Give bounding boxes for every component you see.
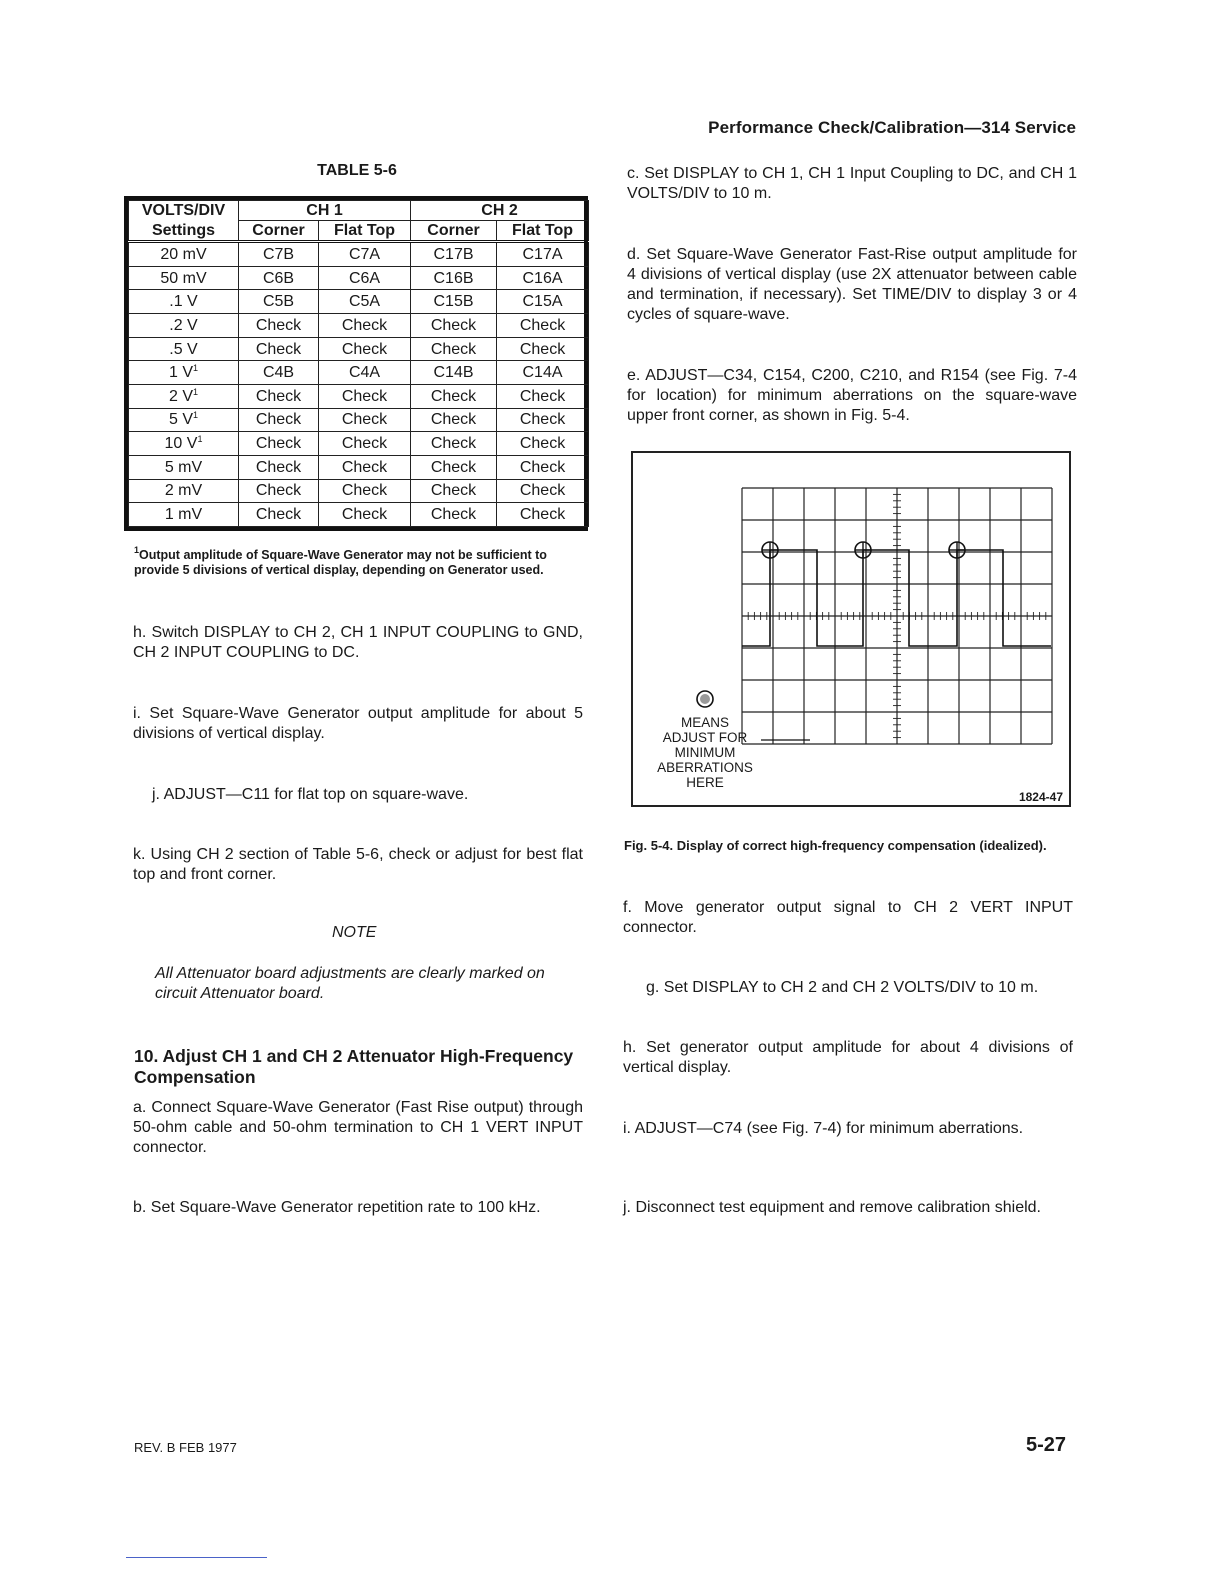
header-ch2-flat-top: Flat Top bbox=[497, 221, 589, 242]
ch2-flat-top-cell-text: Check bbox=[519, 482, 566, 500]
ch2-corner-cell bbox=[411, 290, 497, 314]
ch1-corner-cell bbox=[239, 503, 319, 527]
step-k-left: k. Using CH 2 section of Table 5-6, check or adjust for best flat top and front corner. bbox=[133, 846, 583, 883]
setting-cell bbox=[129, 314, 239, 338]
ch1-flat-top-cell bbox=[319, 361, 411, 385]
table-row bbox=[129, 385, 589, 409]
ch2-corner-cell-text: Check bbox=[430, 458, 477, 476]
setting-cell-text: .5 V bbox=[169, 340, 198, 358]
ch2-corner-cell bbox=[411, 479, 497, 503]
header-ch1-corner: Corner bbox=[239, 221, 319, 242]
table-row bbox=[129, 242, 589, 267]
running-header: Performance Check/Calibration—314 Service bbox=[708, 118, 1076, 137]
ch2-flat-top-cell bbox=[497, 242, 589, 267]
ch1-flat-top-cell-text: Check bbox=[341, 316, 388, 334]
table-row bbox=[129, 266, 589, 290]
ch2-flat-top-cell bbox=[497, 290, 589, 314]
ch1-corner-cell bbox=[239, 242, 319, 267]
setting-cell-text: 5 V bbox=[168, 411, 193, 429]
ch2-corner-cell-text: C16B bbox=[433, 269, 474, 287]
ch1-flat-top-cell-text: Check bbox=[341, 458, 388, 476]
ch2-corner-cell-text: C15B bbox=[433, 293, 474, 311]
setting-cell-text: 2 mV bbox=[164, 482, 203, 500]
setting-cell bbox=[129, 455, 239, 479]
step-h-left: h. Switch DISPLAY to CH 2, CH 1 INPUT COUPLING to GND, CH 2 INPUT COUPLING to DC. bbox=[133, 624, 583, 661]
ch1-corner-cell-text: Check bbox=[255, 435, 302, 453]
setting-cell bbox=[129, 503, 239, 527]
table-row bbox=[129, 361, 589, 385]
ch1-corner-cell-text: C7B bbox=[262, 245, 295, 263]
ch2-corner-cell bbox=[411, 455, 497, 479]
legend-line-1: MEANS bbox=[680, 715, 730, 730]
legend-line-5: HERE bbox=[686, 775, 724, 790]
ch1-flat-top-cell bbox=[319, 266, 411, 290]
setting-cell-text: 10 V bbox=[164, 435, 198, 453]
ch2-flat-top-cell bbox=[497, 314, 589, 338]
table-row bbox=[129, 432, 589, 456]
ch1-flat-top-cell bbox=[319, 503, 411, 527]
ch2-flat-top-cell bbox=[497, 266, 589, 290]
table-footnote bbox=[134, 545, 586, 578]
settings-table-grid bbox=[128, 200, 589, 527]
table-row bbox=[129, 455, 589, 479]
oscilloscope-display bbox=[633, 453, 1069, 805]
aberration-marker-2 bbox=[855, 542, 871, 558]
setting-cell-text: 5 mV bbox=[164, 458, 203, 476]
table-header-row bbox=[129, 201, 589, 221]
ch2-corner-cell bbox=[411, 385, 497, 409]
setting-cell-text: 2 V bbox=[168, 387, 193, 405]
footnote-mark: 1 bbox=[134, 545, 140, 555]
ch2-flat-top-cell bbox=[497, 337, 589, 361]
ch1-flat-top-cell bbox=[319, 455, 411, 479]
ch1-corner-cell-text: Check bbox=[255, 340, 302, 358]
setting-cell bbox=[129, 385, 239, 409]
ch2-flat-top-cell bbox=[497, 385, 589, 409]
aberration-marker-1 bbox=[762, 542, 778, 558]
ch1-flat-top-cell bbox=[319, 314, 411, 338]
step-a: a. Connect Square-Wave Generator (Fast Rise output) through 50-ohm cable and 50-ohm termination to CH 1 VERT INPUT connector. bbox=[133, 1099, 583, 1156]
ch1-corner-cell-text: C5B bbox=[262, 293, 295, 311]
ch2-flat-top-cell-text: Check bbox=[519, 340, 566, 358]
ch1-corner-cell bbox=[239, 408, 319, 432]
bottom-rule bbox=[126, 1557, 267, 1558]
header-ch2: CH 2 bbox=[411, 201, 589, 221]
ch1-corner-cell bbox=[239, 455, 319, 479]
ch2-corner-cell-text: Check bbox=[430, 316, 477, 334]
ch1-flat-top-cell-text: C7A bbox=[348, 245, 381, 263]
table-title: TABLE 5-6 bbox=[317, 162, 397, 179]
ch2-flat-top-cell bbox=[497, 432, 589, 456]
page-number: 5-27 bbox=[1025, 1434, 1066, 1456]
note-title: NOTE bbox=[332, 924, 377, 941]
ch1-flat-top-cell bbox=[319, 242, 411, 267]
table-row bbox=[129, 408, 589, 432]
ch2-corner-cell-text: Check bbox=[430, 482, 477, 500]
ch2-corner-cell bbox=[411, 432, 497, 456]
table-body bbox=[129, 242, 589, 527]
ch2-corner-cell-text: Check bbox=[430, 435, 477, 453]
ch2-flat-top-cell-text: Check bbox=[519, 435, 566, 453]
ch2-corner-cell-text: Check bbox=[430, 411, 477, 429]
footnote-ref: 1 bbox=[193, 410, 199, 421]
footnote-ref: 1 bbox=[193, 386, 199, 397]
ch2-flat-top-cell-text: C14A bbox=[522, 364, 563, 382]
step-c: c. Set DISPLAY to CH 1, CH 1 Input Coupling to DC, and CH 1 VOLTS/DIV to 10 m. bbox=[627, 165, 1077, 202]
legend-line-4: ABERRATIONS bbox=[657, 760, 753, 775]
ch1-flat-top-cell bbox=[319, 385, 411, 409]
setting-cell-text: 20 mV bbox=[160, 245, 207, 263]
ch2-corner-cell bbox=[411, 361, 497, 385]
ch2-corner-cell bbox=[411, 408, 497, 432]
step-j-left: j. ADJUST—C11 for flat top on square-wave. bbox=[152, 786, 469, 803]
note-body: All Attenuator board adjustments are clearly marked on circuit Attenuator board. bbox=[155, 965, 545, 1002]
ch2-flat-top-cell-text: C15A bbox=[522, 293, 563, 311]
setting-cell bbox=[129, 337, 239, 361]
ch1-flat-top-cell bbox=[319, 337, 411, 361]
table-row bbox=[129, 479, 589, 503]
setting-cell bbox=[129, 242, 239, 267]
ch2-flat-top-cell-text: Check bbox=[519, 506, 566, 524]
ch2-flat-top-cell bbox=[497, 479, 589, 503]
table-row bbox=[129, 290, 589, 314]
setting-cell bbox=[129, 266, 239, 290]
ch1-corner-cell-text: Check bbox=[255, 387, 302, 405]
ch2-corner-cell-text: Check bbox=[430, 387, 477, 405]
table-row bbox=[129, 503, 589, 527]
table-row bbox=[129, 314, 589, 338]
setting-cell bbox=[129, 361, 239, 385]
ch2-corner-cell bbox=[411, 266, 497, 290]
ch2-flat-top-cell-text: C16A bbox=[522, 269, 563, 287]
setting-cell bbox=[129, 290, 239, 314]
ch2-corner-cell bbox=[411, 242, 497, 267]
figure-caption: Fig. 5-4. Display of correct high-frequency compensation (idealized). bbox=[624, 838, 1047, 853]
legend-marker-icon bbox=[697, 691, 713, 707]
ch1-flat-top-cell-text: Check bbox=[341, 435, 388, 453]
ch2-flat-top-cell-text: C17A bbox=[522, 245, 563, 263]
ch1-flat-top-cell bbox=[319, 432, 411, 456]
ch2-flat-top-cell bbox=[497, 503, 589, 527]
ch1-corner-cell-text: Check bbox=[255, 458, 302, 476]
ch1-corner-cell-text: Check bbox=[255, 482, 302, 500]
header-settings: Settings bbox=[129, 221, 239, 242]
setting-cell bbox=[129, 479, 239, 503]
step-g: g. Set DISPLAY to CH 2 and CH 2 VOLTS/DIV to 10 m. bbox=[646, 979, 1039, 996]
ch2-flat-top-cell-text: Check bbox=[519, 411, 566, 429]
step-e: e. ADJUST—C34, C154, C200, C210, and R154 (see Fig. 7-4 for location) for minimum aberrations on the square-wave upper front corner, as shown in Fig. 5-4. bbox=[627, 367, 1077, 424]
step-j-right: j. Disconnect test equipment and remove calibration shield. bbox=[623, 1199, 1041, 1216]
ch2-flat-top-cell bbox=[497, 455, 589, 479]
ch1-corner-cell-text: Check bbox=[255, 316, 302, 334]
ch1-flat-top-cell-text: C6A bbox=[348, 269, 381, 287]
revision-note: REV. B FEB 1977 bbox=[134, 1440, 237, 1455]
setting-cell-text: 1 V bbox=[168, 364, 193, 382]
step-f: f. Move generator output signal to CH 2 VERT INPUT connector. bbox=[623, 899, 1073, 936]
header-ch1: CH 1 bbox=[239, 201, 411, 221]
setting-cell-text: 50 mV bbox=[160, 269, 207, 287]
ch2-corner-cell bbox=[411, 337, 497, 361]
ch1-flat-top-cell-text: Check bbox=[341, 482, 388, 500]
ch2-corner-cell bbox=[411, 503, 497, 527]
setting-cell bbox=[129, 408, 239, 432]
ch1-corner-cell-text: C4B bbox=[262, 364, 295, 382]
ch1-corner-cell-text: Check bbox=[255, 506, 302, 524]
setting-cell-text: 1 mV bbox=[164, 506, 203, 524]
ch2-flat-top-cell bbox=[497, 408, 589, 432]
ch1-flat-top-cell-text: C5A bbox=[348, 293, 381, 311]
step-d: d. Set Square-Wave Generator Fast-Rise output amplitude for 4 divisions of vertical display (use 2X attenuator between cable and termination, if necessary). Set TIME/DIV to display 3 or 4 cycles of square-wave. bbox=[627, 246, 1077, 323]
ch1-corner-cell bbox=[239, 290, 319, 314]
ch1-flat-top-cell-text: Check bbox=[341, 411, 388, 429]
ch2-corner-cell-text: C17B bbox=[433, 245, 474, 263]
ch1-flat-top-cell bbox=[319, 479, 411, 503]
figure-5-4 bbox=[631, 451, 1071, 807]
figure-number: 1824-47 bbox=[1018, 790, 1063, 804]
header-ch1-flat-top: Flat Top bbox=[319, 221, 411, 242]
ch1-corner-cell-text: Check bbox=[255, 411, 302, 429]
ch1-corner-cell bbox=[239, 314, 319, 338]
step-i-right: i. ADJUST—C74 (see Fig. 7-4) for minimum aberrations. bbox=[623, 1120, 1024, 1137]
settings-table bbox=[124, 196, 588, 531]
table-subheader-row bbox=[129, 221, 589, 242]
ch1-corner-cell bbox=[239, 479, 319, 503]
aberration-marker-3 bbox=[949, 542, 965, 558]
legend-line-2: ADJUST FOR bbox=[662, 730, 748, 745]
ch2-corner-cell bbox=[411, 314, 497, 338]
step-i-left: i. Set Square-Wave Generator output amplitude for about 5 divisions of vertical display. bbox=[133, 705, 583, 742]
ch1-corner-cell bbox=[239, 385, 319, 409]
table-row bbox=[129, 337, 589, 361]
ch1-corner-cell-text: C6B bbox=[262, 269, 295, 287]
ch1-corner-cell bbox=[239, 337, 319, 361]
ch1-corner-cell bbox=[239, 361, 319, 385]
footnote-ref: 1 bbox=[193, 363, 199, 374]
setting-cell-text: .1 V bbox=[169, 293, 198, 311]
footnote-ref: 1 bbox=[197, 434, 203, 445]
footnote-text: Output amplitude of Square-Wave Generator may not be sufficient to provide 5 divisions of vertical display, depending on Generator used. bbox=[134, 548, 547, 577]
ch1-flat-top-cell-text: Check bbox=[341, 387, 388, 405]
setting-cell bbox=[129, 432, 239, 456]
step-b: b. Set Square-Wave Generator repetition rate to 100 kHz. bbox=[133, 1199, 541, 1216]
ch2-corner-cell-text: C14B bbox=[433, 364, 474, 382]
legend-line-3: MINIMUM bbox=[674, 745, 736, 760]
ch2-flat-top-cell bbox=[497, 361, 589, 385]
header-volts-div: VOLTS/DIV bbox=[129, 201, 239, 221]
ch1-flat-top-cell-text: C4A bbox=[348, 364, 381, 382]
ch1-flat-top-cell-text: Check bbox=[341, 506, 388, 524]
ch2-flat-top-cell-text: Check bbox=[519, 387, 566, 405]
ch1-flat-top-cell-text: Check bbox=[341, 340, 388, 358]
setting-cell-text: .2 V bbox=[169, 316, 198, 334]
section-heading: 10. Adjust CH 1 and CH 2 Attenuator High-Frequency Compensation bbox=[134, 1046, 574, 1087]
ch2-flat-top-cell-text: Check bbox=[519, 458, 566, 476]
ch2-corner-cell-text: Check bbox=[430, 506, 477, 524]
ch1-corner-cell bbox=[239, 432, 319, 456]
ch2-corner-cell-text: Check bbox=[430, 340, 477, 358]
ch2-flat-top-cell-text: Check bbox=[519, 316, 566, 334]
header-ch2-corner: Corner bbox=[411, 221, 497, 242]
ch1-corner-cell bbox=[239, 266, 319, 290]
ch1-flat-top-cell bbox=[319, 408, 411, 432]
ch1-flat-top-cell bbox=[319, 290, 411, 314]
step-h-right: h. Set generator output amplitude for about 4 divisions of vertical display. bbox=[623, 1039, 1073, 1076]
